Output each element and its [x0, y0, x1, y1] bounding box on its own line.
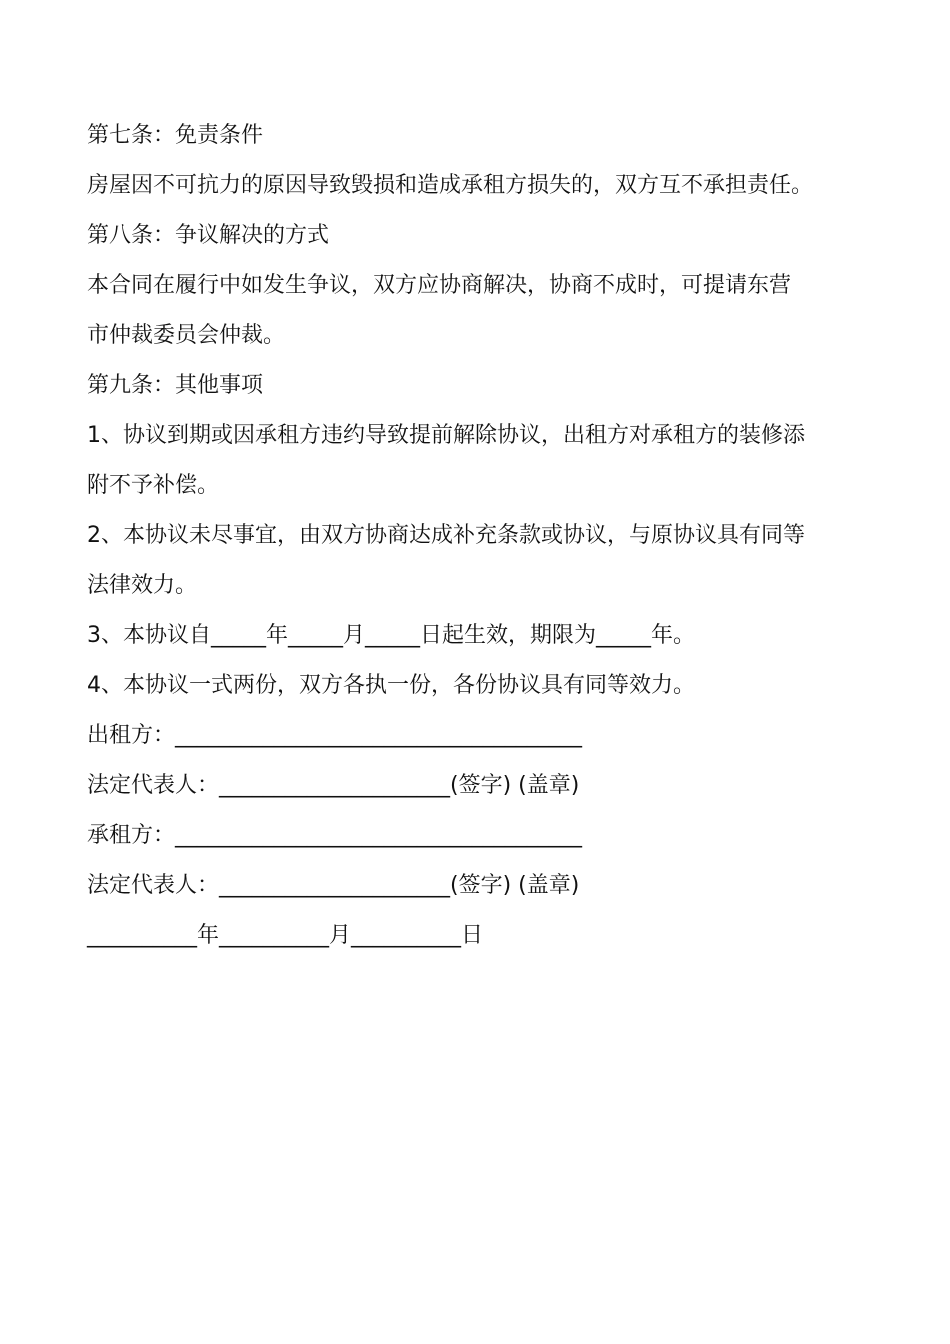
article-7-text: 房屋因不可抗力的原因导致毁损和造成承租方损失的，双方互不承担责任。 — [87, 173, 814, 198]
document-body — [87, 111, 877, 961]
date-line: __________年__________月__________日 — [87, 923, 484, 948]
lessor-representative-line: 法定代表人：_____________________(签字) (盖章) — [87, 773, 580, 798]
article-8-heading: 第八条：争议解决的方式 — [87, 223, 330, 248]
item-1-line-2: 附不予补偿。 — [87, 473, 220, 498]
article-8-text-line-1: 本合同在履行中如发生争议，双方应协商解决，协商不成时，可提请东营 — [87, 273, 792, 298]
lessee-representative-line: 法定代表人：_____________________(签字) (盖章) — [87, 873, 580, 898]
article-8-text-line-2: 市仲裁委员会仲裁。 — [87, 323, 286, 348]
item-2-line-2: 法律效力。 — [87, 573, 198, 598]
lessee-signature-line: 承租方：_____________________________________ — [87, 823, 583, 848]
item-1-line-1: 1、协议到期或因承租方违约导致提前解除协议，出租方对承租方的装修添 — [87, 423, 805, 448]
item-4: 4、本协议一式两份，双方各执一份，各份协议具有同等效力。 — [87, 673, 695, 698]
item-2-line-1: 2、本协议未尽事宜，由双方协商达成补充条款或协议，与原协议具有同等 — [87, 523, 805, 548]
item-3: 3、本协议自_____年_____月_____日起生效，期限为_____年。 — [87, 623, 695, 648]
article-7-heading: 第七条：免责条件 — [87, 123, 264, 148]
lessor-signature-line: 出租方：_____________________________________ — [87, 723, 583, 748]
article-9-heading: 第九条：其他事项 — [87, 373, 264, 398]
